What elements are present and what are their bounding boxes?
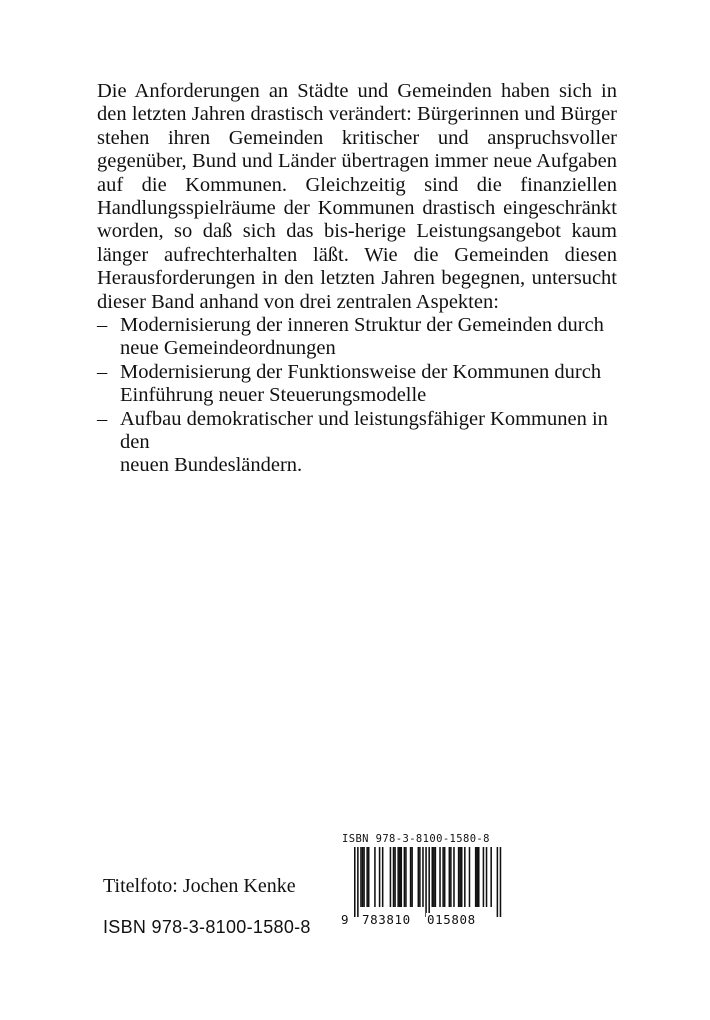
barcode-bar [418,847,420,907]
barcode-bars [340,847,505,921]
barcode-bar [469,847,471,907]
list-item [97,314,627,361]
list-item-text: neuen Bundesländern. [120,454,303,477]
barcode-bar [444,847,446,907]
barcode-bar [401,847,403,907]
barcode-bar [397,847,399,907]
description-line: Gleichzeitig sind die finanziellen Handlungsspielräume der [97,173,618,220]
list-item [97,408,627,478]
barcode-guard-bar [425,847,427,917]
barcode-bar [458,847,460,907]
barcode-bar [362,847,364,907]
barcode-bar [433,847,435,907]
barcode-bar [366,847,368,907]
list-item-text: Einführung neuer Steuerungsmodelle [120,384,427,407]
barcode-guard-bar [354,847,356,917]
barcode-bar [379,847,381,907]
dash-bullet: – [97,314,108,336]
isbn-text: ISBN 978-3-8100-1580-8 [103,917,311,937]
barcode-bar [490,847,492,907]
barcode-digit-first: 9 [341,912,350,927]
barcode-guard-bar [428,847,430,917]
barcode-bar [435,847,437,907]
list-item-text: Modernisierung der inneren Struktur der Gemeinden durch [120,314,604,336]
list-item-text: Modernisierung der Funktionsweise der Kommunen durch [120,360,602,383]
barcode-bar [432,847,434,907]
barcode-bar [450,847,452,907]
list-item-text: neue Gemeindeordnungen [120,337,336,360]
barcode-bar [363,847,365,907]
barcode-bar [411,847,413,907]
barcode-guard-bar [497,847,499,917]
dash-bullet: – [97,407,108,430]
barcode-bar [453,847,455,907]
barcode-isbn-label: ISBN 978-3-8100-1580-8 [342,833,490,845]
barcode-bar [374,847,376,907]
barcode-bar [419,847,421,907]
barcode-bar [476,847,478,907]
barcode-bar [449,847,451,907]
barcode-digits-right: 015808 [427,912,476,927]
barcode-bar [461,847,463,907]
barcode-bar [439,847,441,907]
barcode-bar [404,847,406,907]
description-line: begegnen, untersucht dieser Band anhand von drei zentralen [97,267,617,313]
barcode-bar [464,847,466,907]
barcode-bar [442,847,444,907]
aspects-list [97,314,627,478]
barcode-bar [394,847,396,907]
barcode-bar [393,847,395,907]
photo-credit: Titelfoto: Jochen Kenke [103,875,296,897]
barcode-bar [382,847,384,907]
description-line: letzten Jahren drastisch verändert: Bürgerinnen und Bürger stehen [97,103,618,149]
barcode-bar [399,847,401,907]
description-line: Die Anforderungen an Städte und Gemeinden haben sich in den [97,80,617,126]
description-paragraph [97,80,617,314]
dash-bullet: – [97,360,108,383]
description-line: und Länder übertragen immer neue Aufgaben auf die Kommunen. [97,150,618,196]
barcode-bar [459,847,461,907]
description-line: Kommunen drastisch eingeschränkt worden, so daß sich das bis- [97,197,617,243]
barcode-bar [475,847,477,907]
barcode-guard-bar [500,847,502,917]
list-item [97,361,627,408]
barcode-bar [422,847,424,907]
description-line: ihren Gemeinden kritischer und anspruchsvoller gegenüber, Bund [97,126,617,173]
description-line: die Gemeinden diesen Herausforderungen in den letzten Jahren [97,243,617,290]
barcode-guard-bar [357,847,359,917]
description-line: Aspekten: [415,290,499,313]
barcode-bar [410,847,412,907]
barcode-bar [368,847,370,907]
barcode-bar [405,847,407,907]
barcode-bar [486,847,488,907]
barcode-bar [390,847,392,907]
description-line: herige Leistungsangebot kaum länger aufrechterhalten läßt. Wie [97,220,617,266]
barcode-bar [360,847,362,907]
barcode-bar [478,847,480,907]
barcode-digits-left: 783810 [362,912,411,927]
barcode [340,833,505,933]
barcode-bar [483,847,485,907]
list-item-text: Aufbau demokratischer und leistungsfähiger Kommunen in den [120,407,608,454]
